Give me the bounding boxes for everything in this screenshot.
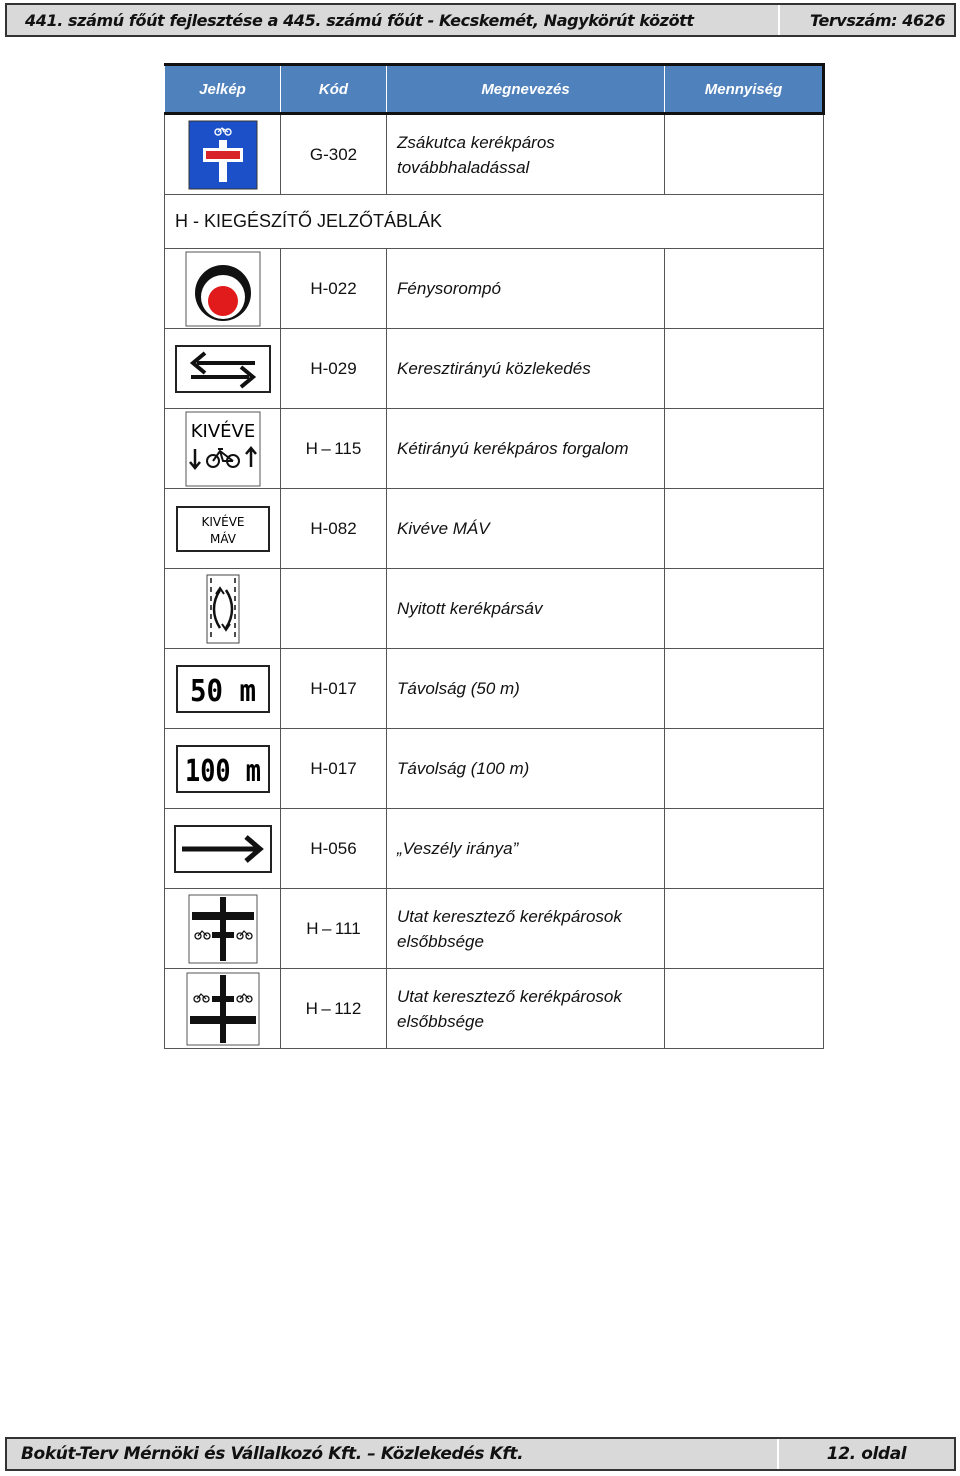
bicycle-crossing-priority-sign-2-icon: [186, 972, 260, 1046]
distance-50m-sign-icon: [176, 665, 270, 713]
table-row: [165, 569, 824, 649]
quantity-cell: [665, 729, 824, 809]
quantity-cell: [665, 489, 824, 569]
quantity-cell: [665, 329, 824, 409]
table-row: [165, 649, 824, 729]
quantity-cell: [665, 889, 824, 969]
svg-text:100 m: 100 m: [184, 753, 261, 789]
open-bike-lane-sign-icon: [206, 574, 240, 644]
quantity-cell: [665, 809, 824, 889]
page-number: 12. oldal: [779, 1439, 954, 1469]
section-title: H - KIEGÉSZÍTŐ JELZŐTÁBLÁK: [165, 195, 824, 249]
sign-name: „Veszély iránya”: [387, 809, 665, 889]
quantity-cell: [665, 114, 824, 195]
quantity-cell: [665, 569, 824, 649]
sign-code: [281, 569, 387, 649]
sign-name: Zsákutca kerékpáros továbbhaladással: [387, 114, 665, 195]
sign-name: Utat keresztező kerékpárosok elsőbbsége: [387, 889, 665, 969]
sign-code: H-017: [281, 649, 387, 729]
sign-name: Fénysorompó: [387, 249, 665, 329]
table-row: [165, 889, 824, 969]
sign-code: H-022: [281, 249, 387, 329]
svg-text:KIVÉVE: KIVÉVE: [190, 420, 255, 442]
table-header-row: [165, 65, 824, 114]
sign-name: Távolság (100 m): [387, 729, 665, 809]
light-barrier-sign-icon: [185, 251, 261, 327]
table-row: [165, 729, 824, 809]
document-title: 441. számú főút fejlesztése a 445. számú főút - Kecskemét, Nagykörút között: [7, 5, 780, 35]
dead-end-bicycle-sign-icon: [188, 120, 258, 190]
column-header-name: Megnevezés: [387, 65, 665, 114]
sign-code: H-056: [281, 809, 387, 889]
svg-text:MÁV: MÁV: [209, 531, 236, 546]
sign-name: Távolság (50 m): [387, 649, 665, 729]
sign-code: H-029: [281, 329, 387, 409]
table-row: [165, 809, 824, 889]
table-row: [165, 489, 824, 569]
except-mav-sign-icon: [176, 506, 270, 552]
page-footer: [5, 1437, 956, 1471]
sign-code: H – 115: [281, 409, 387, 489]
company-name: Bokút-Terv Mérnöki és Vállalkozó Kft. – Közlekedés Kft.: [7, 1439, 779, 1469]
section-row: [165, 195, 824, 249]
sign-code: G-302: [281, 114, 387, 195]
table-row: [165, 969, 824, 1049]
sign-name: Nyitott kerékpársáv: [387, 569, 665, 649]
plan-number: Tervszám: 4626: [780, 5, 954, 35]
sign-code: H – 112: [281, 969, 387, 1049]
svg-text:KIVÉVE: KIVÉVE: [201, 514, 244, 529]
column-header-code: Kód: [281, 65, 387, 114]
sign-code: H – 111: [281, 889, 387, 969]
quantity-cell: [665, 249, 824, 329]
sign-name: Keresztirányú közlekedés: [387, 329, 665, 409]
sign-code: H-082: [281, 489, 387, 569]
column-header-symbol: Jelkép: [165, 65, 281, 114]
signs-table: [164, 63, 825, 1049]
table-row: [165, 249, 824, 329]
table-row: [165, 329, 824, 409]
sign-name: Utat keresztező kerékpárosok elsőbbsége: [387, 969, 665, 1049]
cross-traffic-arrows-icon: [175, 345, 271, 393]
bicycle-crossing-priority-sign-icon: [188, 894, 258, 964]
sign-code: H-017: [281, 729, 387, 809]
sign-name: Kivéve MÁV: [387, 489, 665, 569]
column-header-quantity: Mennyiség: [665, 65, 824, 114]
quantity-cell: [665, 649, 824, 729]
page-header: [5, 3, 956, 37]
danger-direction-arrow-icon: [174, 825, 272, 873]
two-way-bicycle-sign-icon: [185, 411, 261, 487]
quantity-cell: [665, 409, 824, 489]
quantity-cell: [665, 969, 824, 1049]
svg-text:50 m: 50 m: [189, 673, 256, 709]
table-row: [165, 409, 824, 489]
sign-name: Kétirányú kerékpáros forgalom: [387, 409, 665, 489]
distance-100m-sign-icon: [176, 745, 270, 793]
table-row: [165, 114, 824, 195]
